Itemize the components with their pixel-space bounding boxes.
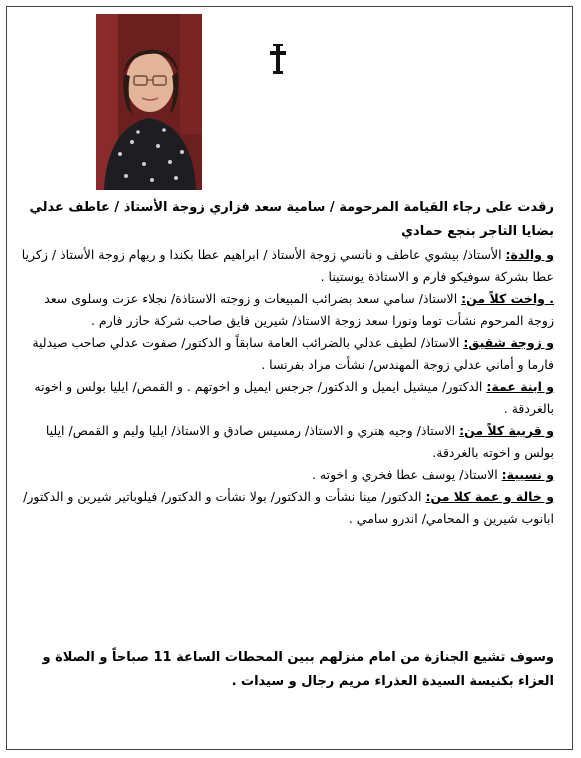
section-in-law: [14, 464, 554, 486]
section-label: و خالة و عمة كلا من:: [425, 489, 554, 504]
section-relative: [14, 420, 554, 464]
section-label: و ابنة عمة:: [486, 379, 554, 394]
section-label: و قريبة كلاً من:: [459, 423, 554, 438]
obituary-body: [14, 196, 554, 530]
section-text: الاستاذ/ يوسف عطا فخري و اخوته .: [311, 467, 502, 482]
section-text: الاستاذ/ وجيه هنري و الاستاذ/ رمسيس صادق و الاستاذ/ ايليا وليم و القمص/ ايليا بولس و اخوته بالغردقة.: [45, 423, 554, 460]
funeral-notice: [14, 646, 554, 694]
section-label: . واخت كلاً من:: [461, 291, 554, 306]
section-aunt: [14, 486, 554, 530]
portrait-photo: [96, 14, 202, 190]
section-label: و والدة:: [505, 247, 554, 262]
section-cousin: [14, 376, 554, 420]
section-text: الدكتور/ ميشيل ايميل و الدكتور/ جرجس ايميل و اخوتهم . و القمص/ ايليا بولس و اخوته بالغردقة .: [34, 379, 554, 416]
section-text: الأستاذ/ بيشوي عاطف و نانسي زوجة الأستاذ / ابراهيم عطا بكندا و ريهام زوجة الأستاذ / زكريا عطا بشركة سوفيكو فارم و الاستاذة يوستينا .: [21, 247, 554, 284]
section-text: الاستاذ/ سامي سعد بضرائب المبيعات و زوجته الاستاذة/ نجلاء عزت وسلوى سعد زوجة المرحوم نشأت توما ونورا سعد زوجة الاستاذ/ شيرين فايق صاحب شركة حازر فارم .: [44, 291, 554, 328]
section-sister: [14, 288, 554, 332]
section-text: الاستاذ/ لطيف عدلي بالضرائب العامة سابقاً و الدكتور/ صفوت عدلي صاحب صيدلية فارما و أماني عدلي زوجة المهندس/ نشأت مراد بفرنسا .: [32, 335, 554, 372]
section-text: الدكتور/ مينا نشأت و الدكتور/ بولا نشأت و الدكتور/ فيلوباتير شيرين و الدكتور/ ابانوب شيرين و المحامي/ اندرو سامي .: [23, 489, 554, 526]
cross-icon: [270, 44, 286, 74]
section-label: و زوجة شقيق:: [463, 335, 554, 350]
section-sister-in-law: [14, 332, 554, 376]
section-mother: [14, 244, 554, 288]
section-label: و نسيبة:: [501, 467, 554, 482]
headline: رقدت على رجاء القيامة المرحومة / سامية سعد فزاري زوجة الأستاذ / عاطف عدلي بضايا التاجر بنجع حمادي: [29, 200, 554, 239]
closing-text: وسوف تشيع الجنازة من امام منزلهم ببين المحطات الساعة 11 صباحاً و الصلاة و العزاء بكنيسة السيدة العذراء مريم رجال و سيدات .: [42, 650, 554, 689]
